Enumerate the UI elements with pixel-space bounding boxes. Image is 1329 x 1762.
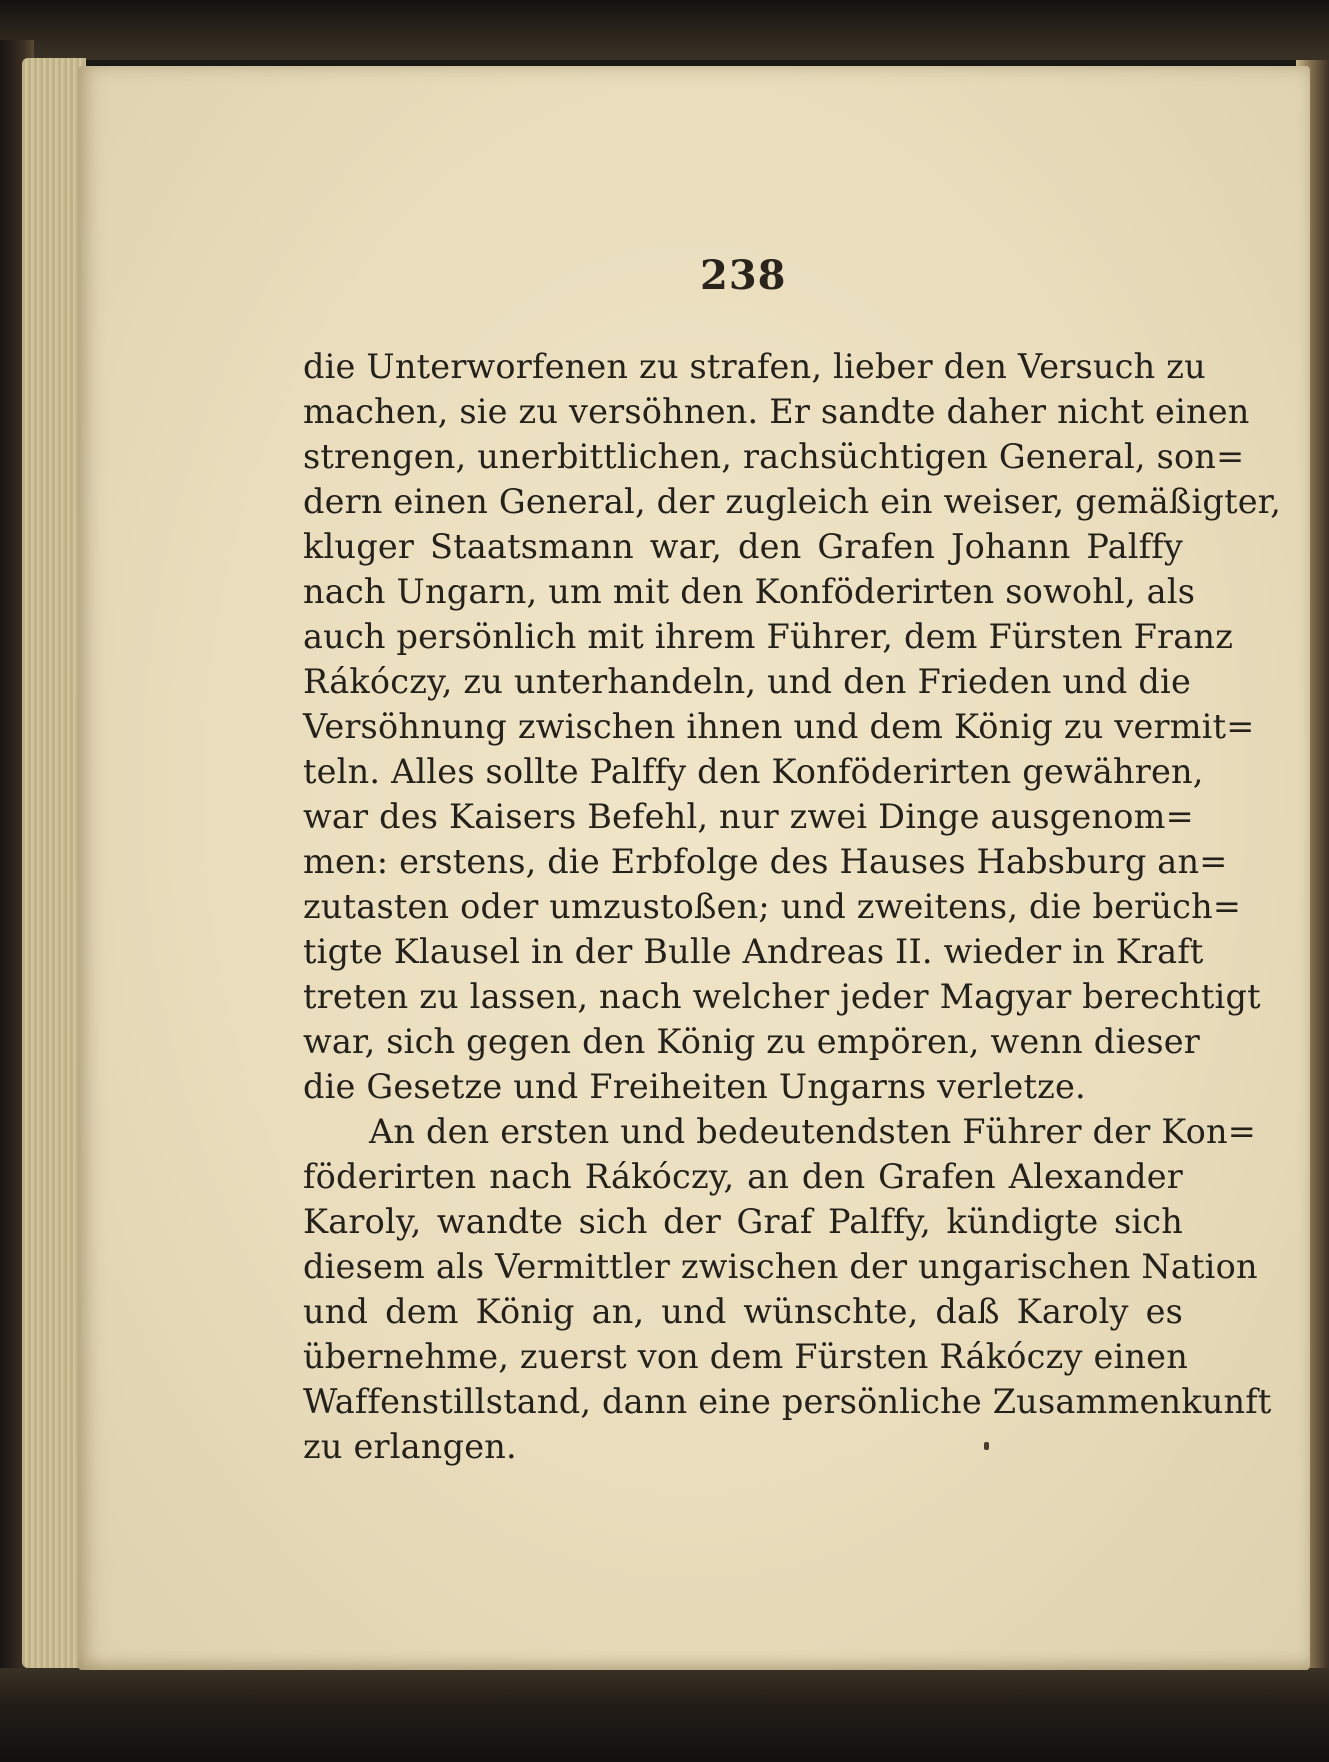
text-line: die Gesetze und Freiheiten Ungarns verletze. [303, 1067, 1086, 1106]
text-line: diesem als Vermittler zwischen der ungarischen Nation [303, 1247, 1258, 1286]
text-line: föderirten nach Rákóczy, an den Grafen Alexander [303, 1157, 1183, 1196]
text-line: An den ersten und bedeutendsten Führer der Kon= [369, 1112, 1256, 1151]
book-cover-top [0, 0, 1329, 60]
text-line: Karoly, wandte sich der Graf Palffy, kündigte sich [303, 1202, 1183, 1241]
text-line: men: erstens, die Erbfolge des Hauses Habsburg an= [303, 842, 1228, 881]
text-line: machen, sie zu versöhnen. Er sandte daher nicht einen [303, 392, 1250, 431]
text-line: war, sich gegen den König zu empören, wenn dieser [303, 1022, 1201, 1061]
page-number: 238 [700, 252, 787, 299]
body-text [303, 344, 1282, 1469]
text-line: die Unterworfenen zu strafen, lieber den Versuch zu [303, 347, 1206, 386]
text-line: zutasten oder umzustoßen; und zweitens, die berüch= [303, 887, 1242, 926]
text-line: treten zu lassen, nach welcher jeder Magyar berechtigt [303, 977, 1261, 1016]
text-line: dern einen General, der zugleich ein weiser, gemäßigter, [303, 482, 1282, 521]
text-line: teln. Alles sollte Palffy den Konföderirten gewähren, [303, 752, 1204, 791]
text-line: Versöhnung zwischen ihnen und dem König zu vermit= [303, 707, 1255, 746]
paragraph [303, 344, 1282, 1109]
text-line: strengen, unerbittlichen, rachsüchtigen General, son= [303, 437, 1245, 476]
text-line: und dem König an, und wünschte, daß Karoly es [303, 1292, 1183, 1331]
text-line: übernehme, zuerst von dem Fürsten Rákóczy einen [303, 1337, 1188, 1376]
text-line: nach Ungarn, um mit den Konföderirten sowohl, als [303, 572, 1196, 611]
text-line: kluger Staatsmann war, den Grafen Johann Palffy [303, 527, 1183, 566]
paper-speck [984, 1442, 989, 1450]
text-line: war des Kaisers Befehl, nur zwei Dinge ausgenom= [303, 797, 1194, 836]
text-line: auch persönlich mit ihrem Führer, dem Fürsten Franz [303, 617, 1234, 656]
text-line: Waffenstillstand, dann eine persönliche Zusammenkunft [303, 1382, 1272, 1421]
text-line: zu erlangen. [303, 1427, 517, 1466]
paragraph [303, 1109, 1272, 1469]
text-line: tigte Klausel in der Bulle Andreas II. wieder in Kraft [303, 932, 1204, 971]
text-line: Rákóczy, zu unterhandeln, und den Frieden und die [303, 662, 1191, 701]
page-stack-edge [22, 58, 86, 1668]
book-cover-bottom [0, 1668, 1329, 1762]
